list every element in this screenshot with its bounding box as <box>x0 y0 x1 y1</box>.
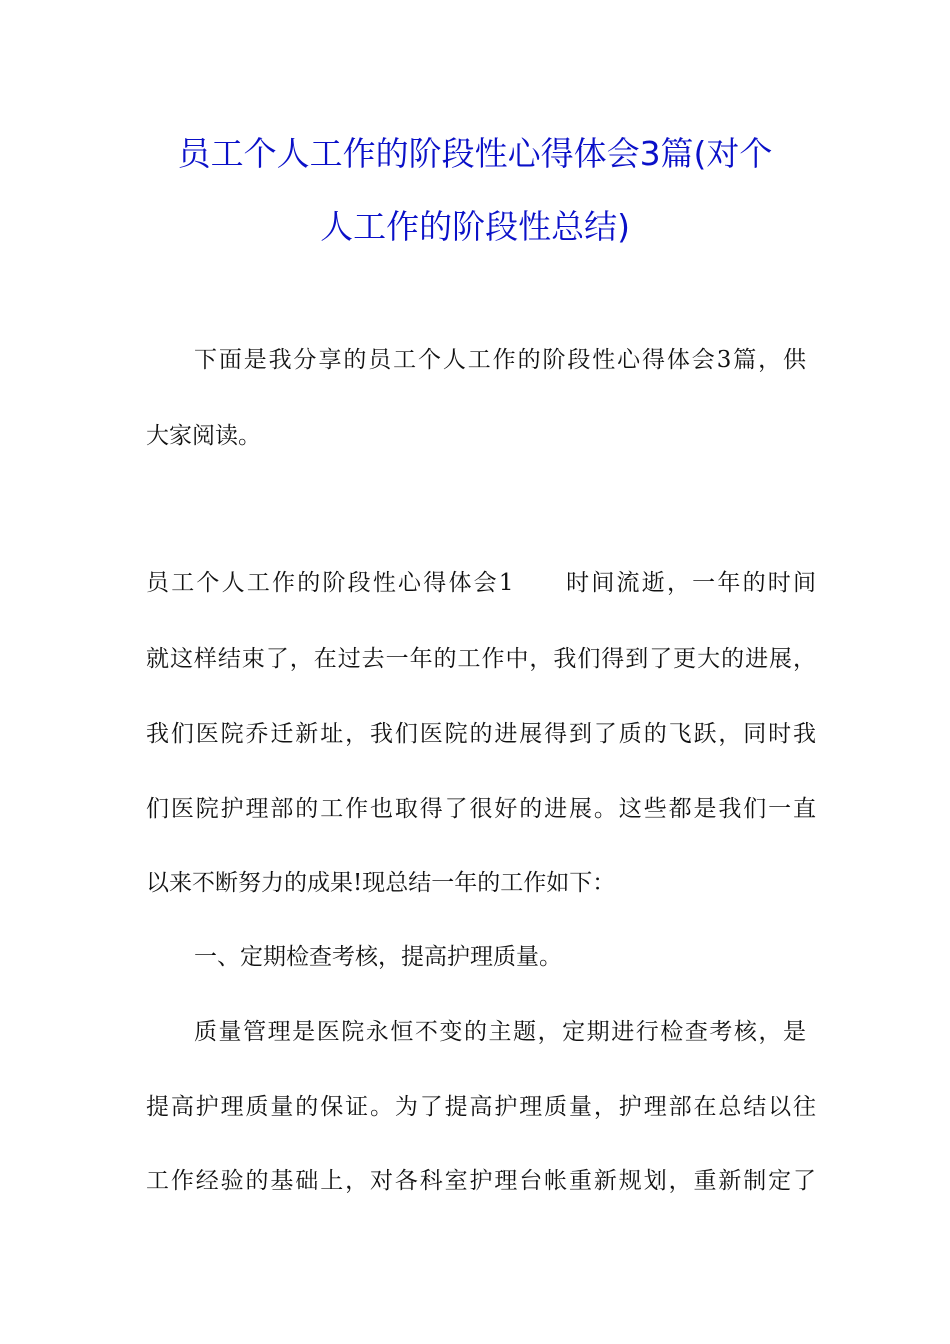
section1-line-4: 们医院护理部的工作也取得了很好的进展。这些都是我们一直 <box>146 796 816 822</box>
document-title-line-2: 人工作的阶段性总结) <box>320 207 630 246</box>
intro-line-2: 大家阅读。 <box>146 423 261 449</box>
intro-line-1: 下面是我分享的员工个人工作的阶段性心得体会3篇，供 <box>194 347 806 373</box>
section1-line-5: 以来不断努力的成果!现总结一年的工作如下： <box>146 870 616 896</box>
para1-line-1: 质量管理是医院永恒不变的主题，定期进行检查考核，是 <box>194 1019 806 1045</box>
document-title-line-1: 员工个人工作的阶段性心得体会3篇(对个 <box>177 134 773 173</box>
para1-line-2: 提高护理质量的保证。为了提高护理质量，护理部在总结以往 <box>146 1094 816 1120</box>
section1-line-2: 就这样结束了，在过去一年的工作中，我们得到了更大的进展， <box>146 646 816 672</box>
para1-line-3: 工作经验的基础上，对各科室护理台帐重新规划，重新制定了 <box>146 1168 816 1194</box>
section1-line-1: 员工个人工作的阶段性心得体会1 时间流逝，一年的时间 <box>146 570 816 596</box>
heading-1: 一、定期检查考核，提高护理质量。 <box>194 944 562 970</box>
section1-line-3: 我们医院乔迁新址，我们医院的进展得到了质的飞跃，同时我 <box>146 721 816 747</box>
